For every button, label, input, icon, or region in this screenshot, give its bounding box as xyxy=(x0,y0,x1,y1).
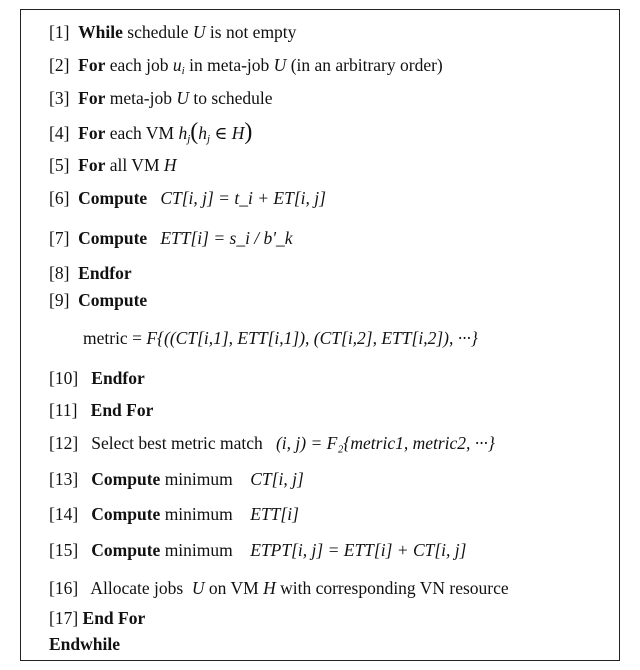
math-sub: j xyxy=(187,133,191,145)
line-number: [14] xyxy=(49,504,79,524)
math-var: h xyxy=(178,123,188,143)
algorithm-box xyxy=(20,9,620,661)
math-var: H xyxy=(263,578,276,598)
line-9 xyxy=(49,290,147,310)
keyword: For xyxy=(78,88,106,108)
line-text: to schedule xyxy=(188,88,273,108)
line-12 xyxy=(49,433,495,453)
keyword: Endfor xyxy=(91,368,145,388)
formula: (i, j) = F₂{metric1, metric2, ···} xyxy=(275,433,495,453)
line-number: [4] xyxy=(49,123,70,143)
line-text: is not empty xyxy=(205,22,297,42)
line-3 xyxy=(49,88,273,108)
line-text: minimum xyxy=(160,504,233,524)
line-number: [13] xyxy=(49,469,79,489)
keyword: Compute xyxy=(91,504,161,524)
line-text: in meta-job xyxy=(184,55,274,75)
line-text: Allocate jobs xyxy=(90,578,184,598)
line-1 xyxy=(49,22,296,42)
line-number: [3] xyxy=(49,88,70,108)
formula: ETT[i] = s_i / b'_k xyxy=(160,228,293,248)
formula: ETPT[i, j] = ETT[i] + CT[i, j] xyxy=(250,540,467,560)
math-var: U xyxy=(192,22,206,42)
line-text: each job xyxy=(105,55,173,75)
line-endwhile xyxy=(49,634,120,654)
formula: F{((CT[i,1], ETT[i,1]), (CT[i,2], ETT[i,2]), ···} xyxy=(146,328,478,348)
math-var: h xyxy=(198,123,207,143)
keyword: While xyxy=(78,22,123,42)
keyword: Endwhile xyxy=(49,634,120,654)
line-text: on VM xyxy=(204,578,264,598)
line-10 xyxy=(49,368,145,388)
line-number: [16] xyxy=(49,578,79,598)
keyword: Compute xyxy=(78,188,148,208)
line-text: with corresponding VN resource xyxy=(275,578,509,598)
line-number: [15] xyxy=(49,540,79,560)
line-number: [12] xyxy=(49,433,79,453)
line-number: [2] xyxy=(49,55,70,75)
line-number: [17] xyxy=(49,608,79,628)
keyword: Endfor xyxy=(78,263,132,283)
line-number: [1] xyxy=(49,22,70,42)
math-rel: ∈ xyxy=(210,123,232,143)
line-11 xyxy=(49,400,153,420)
line-4 xyxy=(49,119,253,149)
keyword: For xyxy=(78,155,106,175)
line-text: each VM xyxy=(105,123,179,143)
line-text: minimum xyxy=(160,540,233,560)
keyword: End For xyxy=(90,400,154,420)
line-text: all VM xyxy=(105,155,164,175)
line-text: Select best metric match xyxy=(91,433,263,453)
line-text: schedule xyxy=(122,22,193,42)
math-var: U xyxy=(176,88,189,108)
line-text: meta-job xyxy=(105,88,177,108)
keyword: Compute xyxy=(91,540,161,560)
line-2 xyxy=(49,55,443,81)
metric-prefix: metric = xyxy=(83,328,147,348)
metric-formula-line xyxy=(83,328,478,348)
line-5 xyxy=(49,155,177,175)
keyword: Compute xyxy=(78,290,148,310)
line-number: [10] xyxy=(49,368,79,388)
keyword: Compute xyxy=(91,469,161,489)
math-var: H xyxy=(231,123,245,143)
math-var: u xyxy=(172,55,182,75)
line-16 xyxy=(49,578,509,598)
line-number: [8] xyxy=(49,263,70,283)
formula: ETT[i] xyxy=(250,504,299,524)
keyword: Compute xyxy=(78,228,148,248)
line-7 xyxy=(49,228,293,248)
line-6 xyxy=(49,188,326,208)
formula: CT[i, j] xyxy=(250,469,304,489)
formula: CT[i, j] = t_i + ET[i, j] xyxy=(160,188,326,208)
math-sub: j xyxy=(207,133,211,145)
math-var: H xyxy=(163,155,177,175)
math-var: U xyxy=(273,55,287,75)
keyword: For xyxy=(78,55,106,75)
keyword: For xyxy=(78,123,106,143)
line-number: [7] xyxy=(49,228,70,248)
paren: ( xyxy=(190,119,199,145)
line-number: [11] xyxy=(49,400,78,420)
line-text: (in an arbitrary order) xyxy=(286,55,443,75)
paren: ) xyxy=(244,119,253,145)
math-sub: i xyxy=(181,65,185,77)
line-number: [5] xyxy=(49,155,70,175)
line-15 xyxy=(49,540,466,560)
line-text: minimum xyxy=(160,469,233,489)
line-17 xyxy=(49,608,145,628)
line-14 xyxy=(49,504,299,524)
line-number: [9] xyxy=(49,290,70,310)
math-var: U xyxy=(191,578,205,598)
line-8 xyxy=(49,263,132,283)
line-13 xyxy=(49,469,304,489)
keyword: End For xyxy=(82,608,146,628)
line-number: [6] xyxy=(49,188,70,208)
